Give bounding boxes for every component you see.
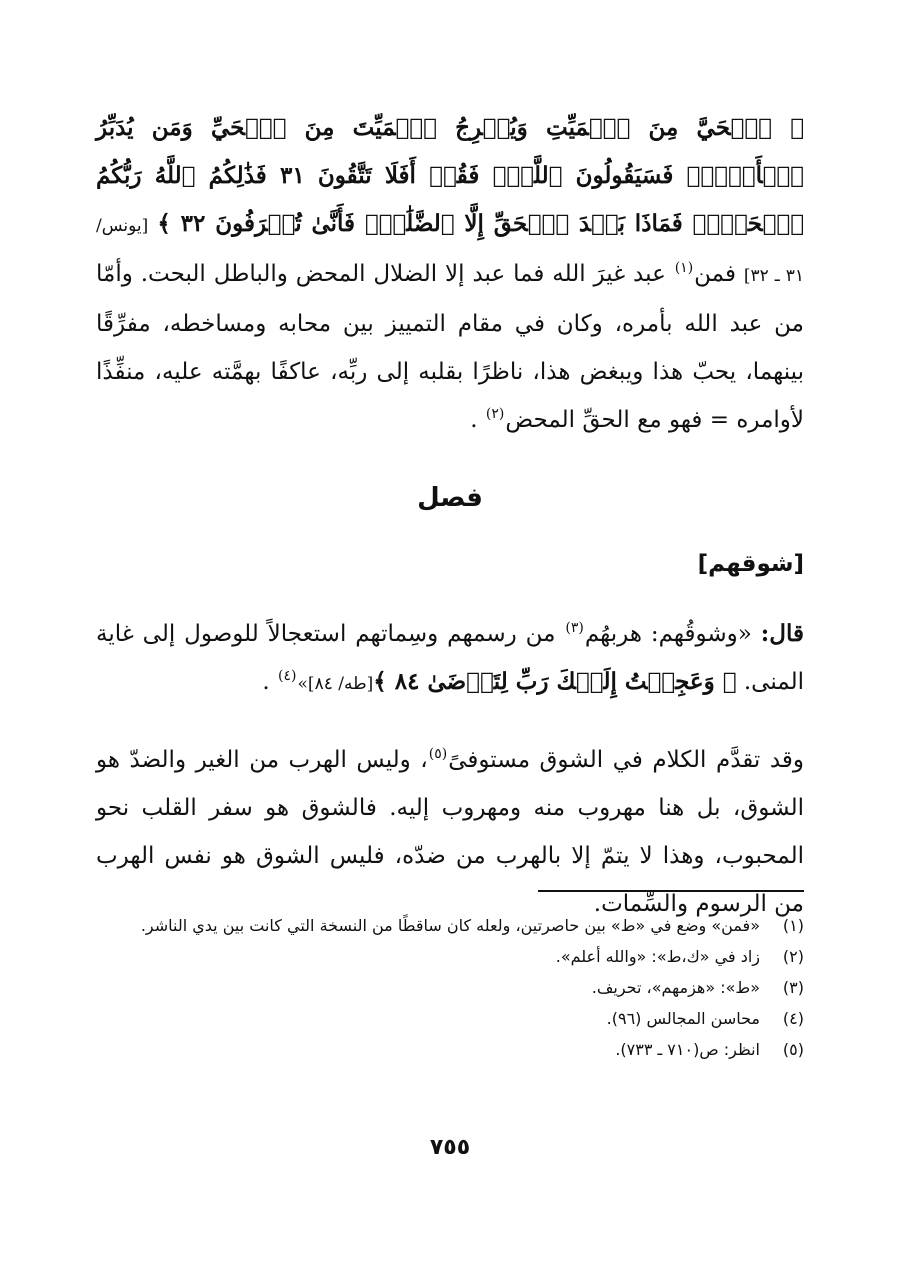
sub-heading: [شوقهم] bbox=[697, 551, 804, 577]
footnote-number: (٤) bbox=[782, 1009, 804, 1028]
footnote-number: (٣) bbox=[782, 978, 804, 997]
speaker-label: قال: bbox=[760, 620, 804, 647]
footnote-text: «فمن» وضع في «ط» بين حاصرتين، ولعله كان ساقطًا من النسخة التي كانت بين يدي الناشر. bbox=[140, 916, 760, 935]
footnote-divider bbox=[538, 890, 804, 892]
page-number: ٧٥٥ bbox=[429, 1135, 471, 1160]
footnote-item bbox=[96, 941, 804, 972]
footnote-text: زاد في «ك،ط»: «والله أعلم». bbox=[555, 947, 760, 966]
footnote-text: محاسن المجالس (٩٦). bbox=[606, 1009, 760, 1028]
paragraph-text: ، وليس الهرب من الغير والضدّ هو الشوق، بل هنا مهروب منه ومهروب إليه. فالشوق هو سفر القلب نحو المحبوب، وهذا لا يتمّ إلا بالهرب من ضدّه، فليس الشوق هو نفس الهرب من الرسوم والسِّمات. bbox=[96, 747, 804, 917]
sentence-end: . bbox=[262, 669, 270, 695]
quran-verse-yunus: ﴿ ٱلۡحَيَّ مِنَ ٱلۡمَيِّتِ وَيُخۡرِجُ ٱلۡمَيِّتَ مِنَ ٱلۡحَيِّ وَمَن يُدَبِّرُ ٱلۡأَمۡرَۚ فَسَيَقُولُونَ ٱللَّهُۚ فَقُلۡ أَفَلَا تَتَّقُونَ ٣١ فَذَٰلِكُمُ ٱللَّهُ رَبُّكُمُ ٱلۡحَقُّۖ فَمَاذَا بَعۡدَ ٱلۡحَقِّ إِلَّا ٱلضَّلَٰلُۖ فَأَنَّىٰ تُصۡرَفُونَ ٣٢ ﴾ bbox=[96, 114, 805, 237]
footnote-ref-1[interactable]: (١) bbox=[674, 260, 694, 276]
quote-paragraph bbox=[96, 610, 804, 708]
paragraph-text: فمن bbox=[694, 261, 736, 287]
page-body bbox=[96, 104, 804, 928]
footnote-ref-4[interactable]: (٤) bbox=[278, 668, 297, 684]
footnote-number: (١) bbox=[782, 916, 804, 935]
footnote-ref-5[interactable]: (٥) bbox=[428, 746, 448, 762]
footnote-ref-3[interactable]: (٣) bbox=[565, 620, 584, 636]
footnotes-section bbox=[96, 890, 804, 1065]
opening-paragraph bbox=[96, 104, 804, 444]
quran-verse-taha: ﴿ وَعَجِلۡتُ إِلَيۡكَ رَبِّ لِتَرۡضَىٰ ٨٤ ﴾ bbox=[373, 668, 737, 695]
footnote-item bbox=[96, 1003, 804, 1034]
paragraph-text: وقد تقدَّم الكلام في الشوق مستوفىً bbox=[448, 747, 805, 773]
quote-text: «وشوقُهم: هربهُم bbox=[584, 621, 752, 647]
section-heading: فصل bbox=[417, 483, 483, 513]
verse-citation: [طه/ ٨٤]» bbox=[297, 674, 374, 694]
footnote-item bbox=[96, 1034, 804, 1065]
footnote-ref-2[interactable]: (٢) bbox=[485, 406, 505, 422]
paragraph-text: عبد غيرَ الله فما عبد إلا الضلال المحض والباطل البحت. وأمّا من عبد الله بأمره، وكان في مقام التمييز بين محابه ومساخطه، مفرِّقًا بينهما، يحبّ هذا ويبغض هذا، ناظرًا بقلبه إلى ربِّه، عاكفًا بهمَّته عليه، منفِّذًا لأوامره = فهو مع الحقِّ المحض bbox=[96, 261, 804, 433]
footnote-number: (٢) bbox=[782, 947, 804, 966]
footnote-item bbox=[96, 972, 804, 1003]
sentence-end: . bbox=[470, 407, 478, 433]
footnote-text: «ط»: «هزمهم»، تحريف. bbox=[591, 978, 760, 997]
verse-citation: [يونس/ ٣١ ـ ٣٢] bbox=[96, 216, 805, 286]
footnote-number: (٥) bbox=[782, 1040, 804, 1059]
quote-text: من رسمهم وسِماتهم استعجالاً للوصول إلى غاية المنى. bbox=[96, 621, 804, 695]
footnote-text: انظر: ص(٧١٠ ـ ٧٣٣). bbox=[615, 1040, 760, 1059]
footnote-item bbox=[96, 910, 804, 941]
